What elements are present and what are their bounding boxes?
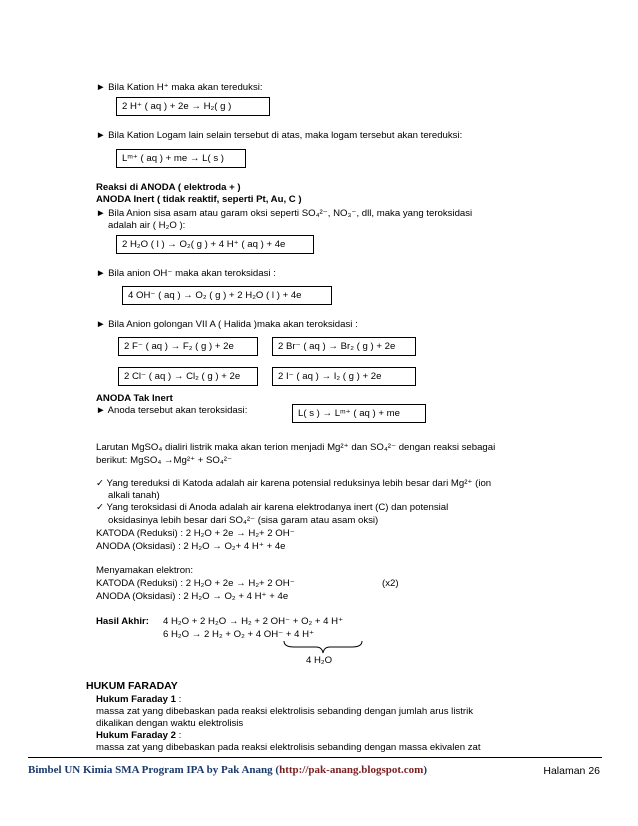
law-title: Hukum Faraday 2 <box>96 730 176 741</box>
reaction-line: ANODA (Oksidasi) : 2 H₂O → O₂ + 4 H⁺ + 4e <box>96 591 289 602</box>
equation-box: 2 H₂O ( l ) → O₂( g ) + 4 H⁺ ( aq ) + 4e <box>116 235 314 254</box>
equation-box: L( s ) → Lᵐ⁺ ( aq ) + me <box>292 404 426 423</box>
section-heading: Reaksi di ANODA ( elektroda + ) <box>96 182 241 193</box>
result-label: Hasil Akhir: <box>96 616 149 627</box>
law-text: massa zat yang dibebaskan pada reaksi elektrolisis sebanding dengan massa ekivalen zat <box>96 742 481 753</box>
law-title: Hukum Faraday 1 <box>96 694 176 705</box>
brace-icon <box>282 640 364 654</box>
footer-credit-close: ) <box>423 764 428 776</box>
reaction-line: ANODA (Oksidasi) : 2 H₂O → O₂+ 4 H⁺ + 4e <box>96 541 286 552</box>
multiplier: (x2) <box>382 578 399 589</box>
text-line: ► Bila Kation H⁺ maka akan tereduksi: <box>96 82 263 93</box>
checklist-item: ✓ Yang tereduksi di Katoda adalah air karena potensial reduksinya lebih besar dari Mg²⁺ (ion <box>96 478 492 489</box>
law-colon: : <box>175 730 182 741</box>
footer-credit <box>28 764 427 777</box>
text-line: adalah air ( H₂O ): <box>108 220 186 231</box>
equation-box: 2 Cl⁻ ( aq ) → Cl₂ ( g ) + 2e <box>118 367 258 386</box>
text-line: ► Bila Anion golongan VII A ( Halida )maka akan teroksidasi : <box>96 319 358 330</box>
text-line: oksidasinya lebih besar dari SO₄²⁻ (sisa garam atau asam oksi) <box>108 515 379 526</box>
reaction-line: KATODA (Reduksi) : 2 H₂O + 2e → H₂+ 2 OH⁻ <box>96 528 295 539</box>
reaction-line: 6 H₂O → 2 H₂ + O₂ + 4 OH⁻ + 4 H⁺ <box>163 629 315 640</box>
section-heading: ANODA Tak Inert <box>96 393 173 404</box>
text-line: ► Bila anion OH⁻ maka akan teroksidasi : <box>96 268 276 279</box>
page-number: Halaman 26 <box>543 765 600 777</box>
reaction-line: KATODA (Reduksi) : 2 H₂O + 2e → H₂+ 2 OH⁻ <box>96 578 295 589</box>
equation-box: Lᵐ⁺ ( aq ) + me → L( s ) <box>116 149 246 168</box>
text-line: ► Bila Kation Logam lain selain tersebut di atas, maka logam tersebut akan tereduksi: <box>96 130 463 141</box>
footer-divider <box>28 757 602 758</box>
section-heading: HUKUM FARADAY <box>86 680 178 692</box>
law-text: massa zat yang dibebaskan pada reaksi elektrolisis sebanding dengan jumlah arus listrik <box>96 706 474 717</box>
brace-result: 4 H₂O <box>306 655 333 666</box>
equation-box: 4 OH⁻ ( aq ) → O₂ ( g ) + 2 H₂O ( l ) + 4e <box>122 286 332 305</box>
equation-box: 2 F⁻ ( aq ) → F₂ ( g ) + 2e <box>118 337 258 356</box>
text-line: berikut: MgSO₄ →Mg²⁺ + SO₄²⁻ <box>96 455 233 466</box>
equation-box: 2 H⁺ ( aq ) + 2e → H₂( g ) <box>116 97 270 116</box>
footer-link[interactable]: http://pak-anang.blogspot.com <box>279 764 424 776</box>
text-line: ► Anoda tersebut akan teroksidasi: <box>96 405 248 416</box>
equation-box: 2 Br⁻ ( aq ) → Br₂ ( g ) + 2e <box>272 337 416 356</box>
checklist-item: ✓ Yang teroksidasi di Anoda adalah air karena elektrodanya inert (C) dan potensial <box>96 502 449 513</box>
text-line: alkali tanah) <box>108 490 160 501</box>
equation-box: 2 I⁻ ( aq ) → I₂ ( g ) + 2e <box>272 367 416 386</box>
law-colon: : <box>175 694 182 705</box>
section-heading: ANODA Inert ( tidak reaktif, seperti Pt, Au, C ) <box>96 194 302 205</box>
law-text: dikalikan dengan waktu elektrolisis <box>96 718 244 729</box>
footer-credit-text: Bimbel UN Kimia SMA Program IPA by Pak Anang ( <box>28 764 280 776</box>
reaction-line: 4 H₂O + 2 H₂O → H₂ + 2 OH⁻ + O₂ + 4 H⁺ <box>163 616 344 627</box>
text-line: ► Bila Anion sisa asam atau garam oksi seperti SO₄²⁻, NO₃⁻, dll, maka yang teroksidasi <box>96 208 473 219</box>
text-line: Menyamakan elektron: <box>96 565 194 576</box>
text-line: Larutan MgSO₄ dialiri listrik maka akan terion menjadi Mg²⁺ dan SO₄²⁻ dengan reaksi sebagai <box>96 442 496 453</box>
